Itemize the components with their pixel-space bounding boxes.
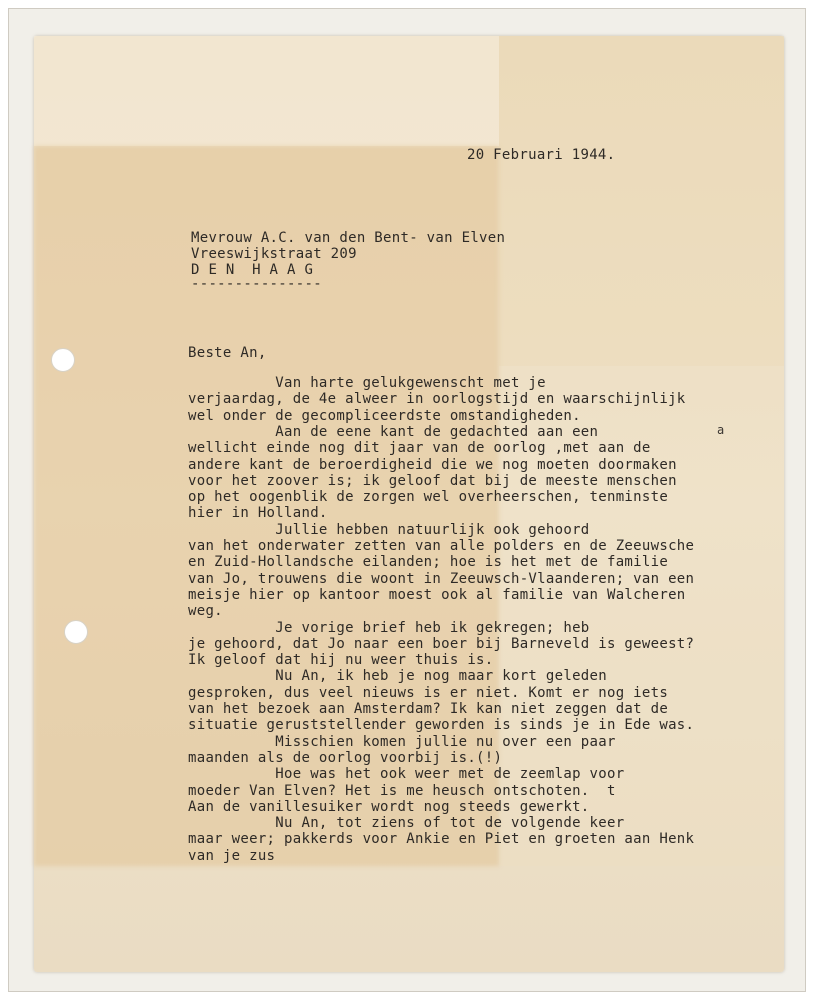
body-line: je gehoord, dat Jo naar een boer bij Barneveld is geweest?	[188, 635, 695, 652]
body-line: van Jo, trouwens die woont in Zeeuwsch-Vlaanderen; van een	[188, 570, 695, 587]
body-line: hier in Holland.	[188, 505, 328, 522]
letter-date: 20 Februari 1944.	[467, 147, 616, 163]
body-line: van je zus	[188, 847, 276, 864]
body-line: Nu An, ik heb je nog maar kort geleden	[188, 668, 607, 685]
body-line: Misschien komen jullie nu over een paar	[188, 733, 616, 750]
body-line: Ik geloof dat hij nu weer thuis is.	[188, 652, 494, 669]
body-line: Van harte gelukgewenscht met je	[188, 375, 546, 391]
body-line: en Zuid-Hollandsche eilanden; hoe is het met de familie	[188, 554, 669, 571]
body-line: gesproken, dus veel nieuws is er niet. Komt er nog iets	[188, 684, 669, 701]
address-line: D E N H A A G	[191, 262, 314, 278]
body-line: op het oogenblik de zorgen wel overheerschen, tenminste	[188, 489, 669, 506]
body-line: Je vorige brief heb ik gekregen; heb	[188, 619, 590, 636]
punch-hole	[51, 348, 75, 372]
address-underline: ---------------	[191, 276, 322, 292]
body-line: Hoe was het ook weer met de zeemlap voor	[188, 766, 625, 783]
body-line: situatie geruststellender geworden is sinds je in Ede was.	[188, 717, 695, 734]
body-line: Jullie hebben natuurlijk ook gehoord	[188, 521, 590, 538]
body-line: Aan de vanillesuiker wordt nog steeds gewerkt.	[188, 798, 590, 815]
body-line: wel onder de gecompliceerdste omstandigheden.	[188, 407, 581, 424]
salutation: Beste An,	[188, 345, 267, 361]
paper-stain	[499, 36, 784, 366]
body-line: Nu An, tot ziens of tot de volgende keer	[188, 815, 625, 832]
paper-stain	[34, 36, 499, 146]
body-line: weg.	[188, 603, 223, 620]
margin-mark: a	[717, 423, 725, 437]
body-line: verjaardag, de 4e alweer in oorlogstijd en waarschijnlijk	[188, 391, 686, 408]
body-line: andere kant de beroerdigheid die we nog moeten doormaken	[188, 456, 677, 473]
body-line: meisje hier op kantoor moest ook al familie van Walcheren	[188, 586, 686, 603]
body-line: Aan de eene kant de gedachted aan een	[188, 423, 599, 440]
address-line: Mevrouw A.C. van den Bent- van Elven	[191, 230, 506, 246]
address-line: Vreeswijkstraat 209	[191, 246, 357, 262]
body-line: maanden als de oorlog voorbij is.(!)	[188, 749, 503, 766]
body-line: van het bezoek aan Amsterdam? Ik kan niet zeggen dat de	[188, 701, 669, 717]
body-line: van het onderwater zetten van alle polders en de Zeeuwsche	[188, 538, 695, 554]
body-line: wellicht einde nog dit jaar van de oorlog ,met aan de	[188, 440, 651, 457]
body-line: moeder Van Elven? Het is me heusch ontschoten. t	[188, 782, 616, 799]
punch-hole	[64, 620, 88, 644]
body-line: voor het zoover is; ik geloof dat bij de meeste menschen	[188, 472, 677, 489]
body-line: maar weer; pakkerds voor Ankie en Piet en groeten aan Henk	[188, 831, 695, 848]
